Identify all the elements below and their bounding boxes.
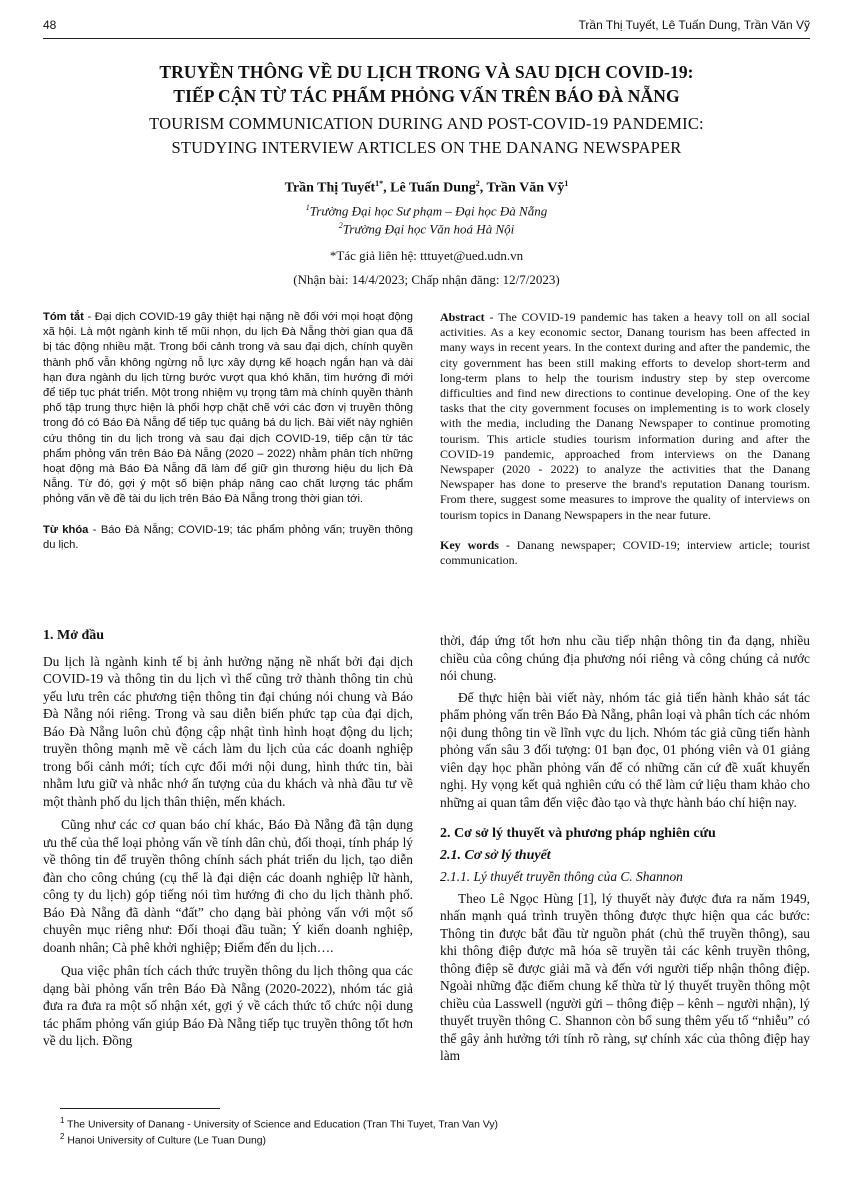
keywords-vi-label: Từ khóa [43, 523, 89, 536]
author-2: Lê Tuấn Dung [390, 180, 476, 196]
page-number: 48 [43, 18, 57, 32]
intro-paragraph-2: Cũng như các cơ quan báo chí khác, Báo Đà Nẵng đã tận dụng ưu thế của thể loại phỏng vấn về tính dân chủ, đối thoại, tính pháp lý về thông tin để truyền thông chính sách phát triển du lịch, tạo diễn đàn cho công chúng (cụ thể là đại diện các doanh nghiệp lữ hành, công ty du lịch) góp tiếng nói tìm hướng đi cho du lịch thành phố. Báo Đà Nẵng đã dành “đất” cho dạng bài phỏng vấn với một số chuyên mục riêng như: Đối thoại đầu tuần; Ý kiến doanh nghiệp, doanh nhân; Cà phê khởi nghiệp; Điểm đến du lịch…. [43, 817, 413, 955]
abstract-vi-text: - Đại dịch COVID-19 gây thiệt hại nặng nề đối với mọi hoạt động xã hội. Là một ngành kinh tế mũi nhọn, du lịch Đà Nẵng thời gian qua đã bị tác động nhiều mặt. Trong bối cảnh trong và sau đại dịch, chính quyền thành phố vẫn không ngừng nỗ lực xây dựng kế hoạch ngắn hạn và dài hạn đưa ngành du lịch từng bước vượt qua khó khăn, tìm hướng đi mới để tiếp tục phát triển. Một trong nhiệm vụ trọng tâm mà chính quyền thành phố tập trung thực hiện là phối hợp chặt chẽ với các đơn vị truyền thông trong đó có Báo Đà Nẵng để tiếp tục quảng bá du lịch. Bài viết này nghiên cứu thông tin du lịch trong và sau đại dịch COVID-19, tiếp cận từ tác phẩm phỏng vấn trên Báo Đà Nẵng (2020 – 2022) nhằm phân tích những hoạt động mà Báo Đà Nẵng đã làm để giữ gìn thương hiệu du lịch Đà Nẵng. Từ đó, gợi ý một số biện pháp nâng cao chất lượng tác phẩm phỏng vấn về đề tài du lịch trên Báo Đà Nẵng trong thời gian tới. [43, 311, 413, 506]
title-en-line2: STUDYING INTERVIEW ARTICLES ON THE DANANG NEWSPAPER [171, 138, 682, 157]
theory-paragraph-1: Theo Lê Ngọc Hùng [1], lý thuyết này được đưa ra năm 1949, nhấn mạnh quá trình truyền thông được thực hiện qua các bước: Thông tin được bắt đầu từ nguồn phát (chủ thể truyền thông), sau khi thông điệp được mã hóa sẽ truyền tải các kênh truyền thông, thông điệp sẽ được giải mã và đến với người tiếp nhận thông điệp. Ngoài những đặc điểm chung kế thừa từ lý thuyết truyền thông một chiều của Lasswell (người gửi – thông điệp – kênh – người nhận), lý thuyết truyền thông C. Shannon còn bổ sung thêm yếu tố “nhiễu” có thể gây ảnh hưởng tới tính rõ ràng, sự chính xác của thông điệp hay làm [440, 890, 810, 1063]
intro-paragraph-3: Qua việc phân tích cách thức truyền thông du lịch thông qua các dạng bài phỏng vấn trên Báo Đà Nẵng (2020-2022), nhóm tác giả đưa ra đưa ra một số nhận xét, gợi ý về cách thức tổ chức nội dung tác phẩm phỏng vấn giúp Báo Đà Nẵng tiếp tục truyền thông tốt hơn về du lịch. Đồng [43, 963, 413, 1048]
body-right-column [440, 632, 810, 1065]
keywords-vi-text: - Báo Đà Nẵng; COVID-19; tác phẩm phỏng vấn; truyền thông du lịch. [43, 523, 413, 551]
affiliation-1-text: Trường Đại học Sư phạm – Đại học Đà Nẵng [309, 203, 548, 219]
title-vi-line2: TIẾP CẬN TỪ TÁC PHẨM PHỎNG VẤN TRÊN BÁO ĐÀ NẴNG [173, 86, 680, 106]
author-1-sup: 1* [375, 179, 384, 188]
footnote-1-text: The University of Danang - University of Science and Education (Tran Thi Tuyet, Tran Van Vy) [67, 1119, 498, 1131]
author-3-sup: 1 [564, 179, 569, 188]
title-en-line1: TOURISM COMMUNICATION DURING AND POST-COVID-19 PANDEMIC: [149, 114, 704, 133]
footnote-2-num: 2 [60, 1132, 65, 1141]
running-header-authors: Trần Thị Tuyết, Lê Tuấn Dung, Trần Văn Vỹ [578, 18, 810, 32]
author-1: Trần Thị Tuyết [284, 180, 376, 196]
keywords-en-text: - Danang newspaper; COVID-19; interview article; tourist communication. [440, 537, 810, 568]
affiliation-2 [43, 221, 810, 237]
affiliation-2-text: Trường Đại học Văn hoá Hà Nội [342, 221, 515, 237]
intro-paragraph-4: Để thực hiện bài viết này, nhóm tác giả tiến hành khảo sát tác phẩm phỏng vấn trên Báo Đà Nẵng, phân loại và phân tích các nhóm nội dung thông tin về lĩnh vực du lịch. Nhóm tác giả cũng tiến hành phỏng vấn sâu 3 đối tượng: 01 bạn đọc, 01 phóng viên và 01 giảng viên dạy học phần phỏng vấn để có những căn cứ đề xuất khuyến nghị. Hy vọng kết quả nghiên cứu có thể làm cứ liệu tham khảo cho những ai quan tâm đến việc đào tạo và thực hành báo chí hiện nay. [440, 689, 810, 810]
abstract-vi-label: Tóm tắt [43, 311, 84, 323]
section-2-heading: 2. Cơ sở lý thuyết và phương pháp nghiên cứu [440, 826, 716, 841]
body-left-column [43, 627, 413, 1050]
affiliation-2-sup: 2 [338, 221, 343, 230]
affiliation-1-sup: 1 [305, 203, 310, 212]
abstract-en-label: Abstract [440, 310, 485, 324]
section-2-1-1-heading: 2.1.1. Lý thuyết truyền thông của C. Shannon [440, 869, 683, 884]
footnote-2-text: Hanoi University of Culture (Le Tuan Dung) [67, 1135, 267, 1147]
abstract-en [440, 310, 810, 568]
affiliation-1 [43, 203, 810, 219]
author-line: Trần Thị Tuyết$^{1*}$, Lê Tuấn Dung$^2$, Trần Văn Vỹ$^1$ [284, 179, 569, 196]
section-2-1-heading: 2.1. Cơ sở lý thuyết [440, 847, 551, 863]
author-3: Trần Văn Vỹ [486, 180, 565, 196]
footnote-1 [60, 1116, 498, 1130]
abstract-vi [43, 310, 413, 553]
keywords-en-label: Key words [440, 537, 499, 552]
header-rule [43, 38, 810, 39]
footnote-1-num: 1 [60, 1116, 65, 1125]
received-accepted-dates: (Nhận bài: 14/4/2023; Chấp nhận đăng: 12/7/2023) [293, 272, 560, 287]
footnote-rule [60, 1108, 220, 1109]
intro-paragraph-3-cont: thời, đáp ứng tốt hơn nhu cầu tiếp nhận thông tin đa dạng, nhiều chiều của công chúng địa phương nói riêng và công chúng cả nước nói chung. [440, 633, 810, 683]
intro-paragraph-1: Du lịch là ngành kinh tế bị ảnh hưởng nặng nề nhất bởi đại dịch COVID-19 và thông tin du lịch vì thế cũng trở thành thông tin chủ yếu lưu trên các phương tiện thông tin đại chúng nói chung và Báo Đà Nẵng nói riêng. Trong và sau diễn biến phức tạp của đại dịch, Báo Đà Nẵng luôn chủ động cập nhật tình hình hoạt động du lịch; truyền thông mạnh mẽ về cách làm du lịch của các doanh nghiệp trong bối cảnh mới; tích cực đổi mới nội dung, hình thức tin, bài nhằm lưu giữ và nhắc nhớ ấn tượng của du khách và nhà đầu tư về một thành phố du lịch thân thiện, mến khách. [43, 653, 413, 809]
title-vi-line1: TRUYỀN THÔNG VỀ DU LỊCH TRONG VÀ SAU DỊCH COVID-19: [159, 62, 694, 82]
author-2-sup: 2 [475, 179, 480, 188]
corresponding-author: *Tác giả liên hệ: tttuyet@ued.udn.vn [329, 248, 524, 263]
footnote-2 [60, 1132, 266, 1146]
abstract-en-text: - The COVID-19 pandemic has taken a heavy toll on all social activities. As a key economic sector, Danang tourism has been affected in many ways in recent years. In the context during and after the pandemic, the city government has been still making efforts to develop short-term and long-term plans to help the tourism industry step by step overcome difficulties and find new directions to continue developing. One of the key tasks that the city government focuses on implementing is to work closely with the media, including the Danang Newspaper to continue promoting tourism. This article studies tourism information during and after the COVID-19 pandemic, approached from interviews on the Danang Newspaper (2020 - 2022) to analyze the activities that the Danang Newspaper has done to preserve the brand's reputation Danang tourism. From there, suggest some measures to improve the quality of interviews on tourism topics in Danang Newspapers in the near future. [440, 310, 810, 522]
section-1-heading: 1. Mở đầu [43, 628, 105, 643]
